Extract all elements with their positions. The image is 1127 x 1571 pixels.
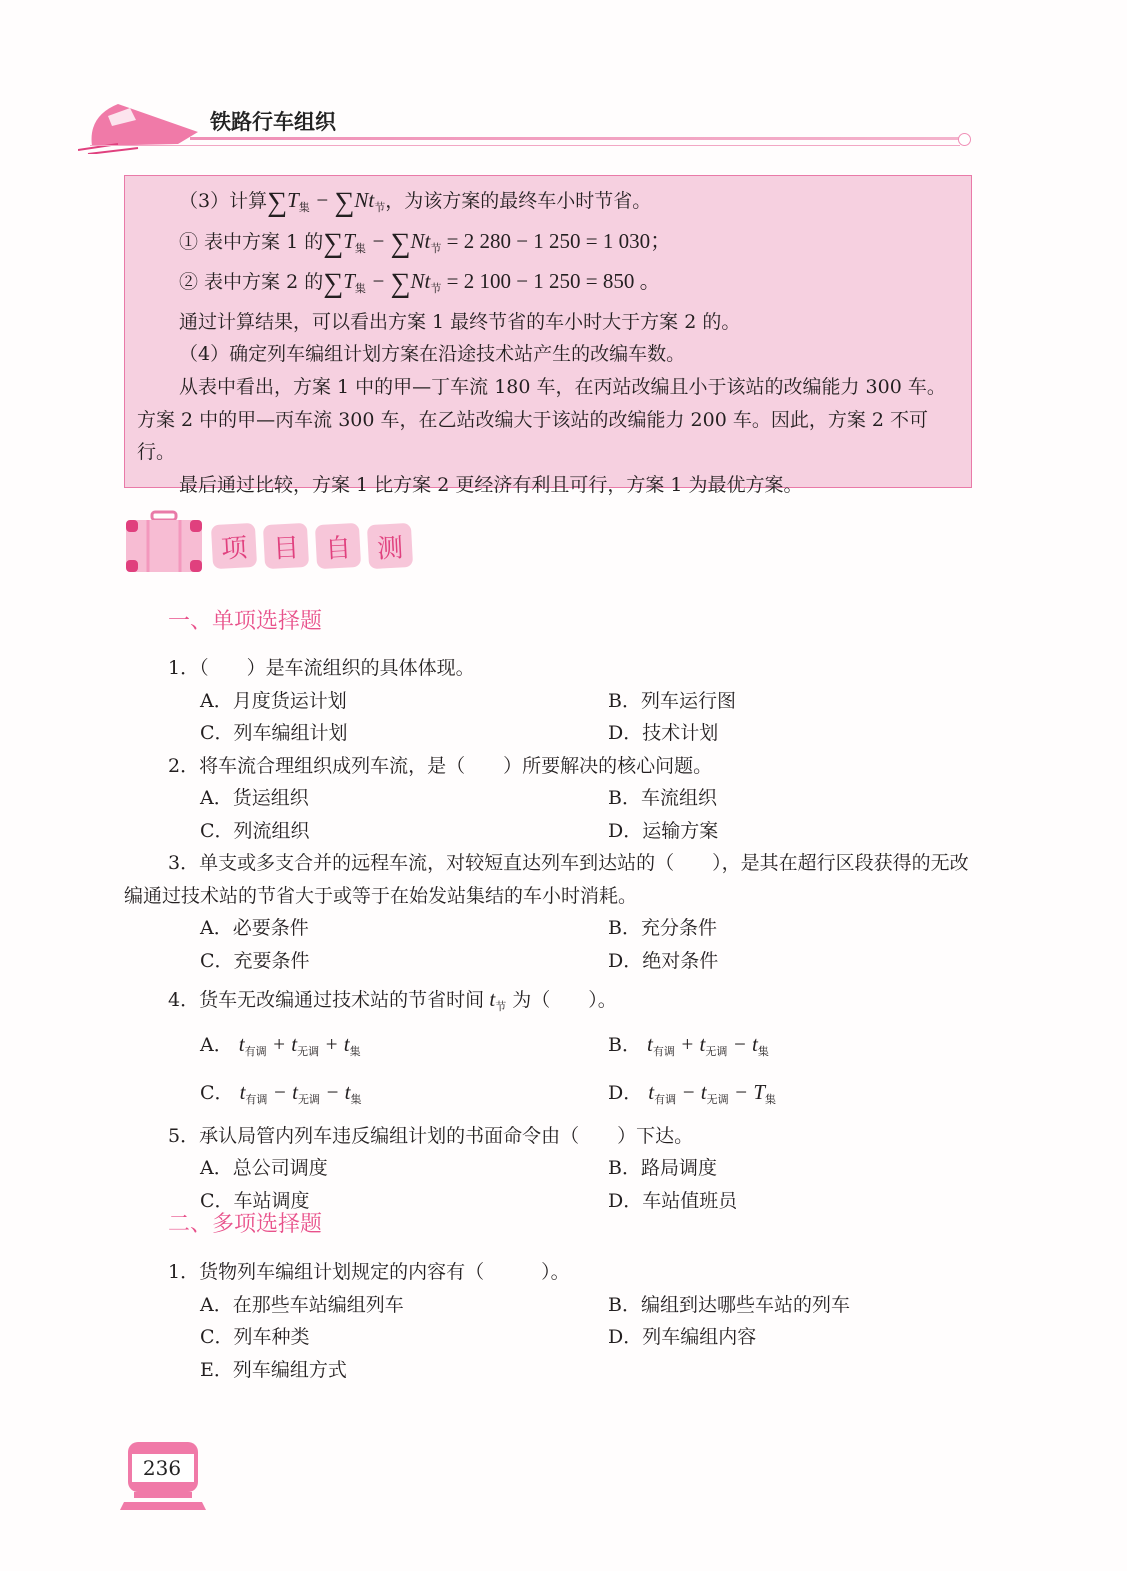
operator: − <box>309 188 335 212</box>
answer-option[interactable]: C．列车种类 <box>200 1326 310 1348</box>
subscript: 有调 <box>244 1045 267 1058</box>
variable: $t_{无调}$ <box>700 1079 729 1106</box>
subscript: 节 <box>430 242 442 255</box>
subscript: 集 <box>354 242 366 255</box>
answer-option[interactable]: B．充分条件 <box>608 917 717 939</box>
answer-option[interactable]: E．列车编组方式 <box>200 1358 347 1381</box>
box-conclusion: 通过计算结果，可以看出方案 1 最终节省的车小时大于方案 2 的。 <box>179 310 741 333</box>
operator: − <box>365 269 391 294</box>
sum-symbol: ∑ <box>390 268 411 300</box>
question-text: 3．单支或多支合并的远程车流，对较短直达列车到达站的（ ），是其在超行区段获得的无改编通过技术站的节省大于或等于在始发站集结的车小时消耗。 <box>124 852 969 907</box>
title-tile: 项 <box>211 523 257 569</box>
operator: − <box>728 1079 754 1104</box>
subscript: 集 <box>349 1045 361 1058</box>
box-plan1: ① 表中方案 1 的$\sum T_集 - \sum Nt_节 = 2$ 280 − 1 250 = 1 030； <box>179 227 672 259</box>
answer-option[interactable] <box>608 1024 974 1072</box>
sum-formula <box>323 268 442 300</box>
variable: $t_{有调}$ <box>647 1031 675 1058</box>
subscript: 集 <box>354 283 366 296</box>
box-final: 最后通过比较，方案 1 比方案 2 更经济有利且可行，方案 1 为最优方案。 <box>179 473 803 496</box>
header-divider-thin <box>90 145 960 146</box>
page-number: 236 <box>142 1456 182 1480</box>
sum-formula <box>267 187 386 218</box>
single-choice-questions <box>124 652 974 1217</box>
option-list <box>124 685 974 750</box>
operator: − <box>676 1079 701 1104</box>
subscript: 无调 <box>297 1045 320 1058</box>
section-title-self-test <box>212 524 412 568</box>
answer-option[interactable]: D．运输方案 <box>608 819 719 842</box>
answer-option[interactable]: B．车流组织 <box>608 787 717 809</box>
variable: $t_{无调}$ <box>699 1031 728 1058</box>
multiple-choice-questions <box>124 1256 974 1386</box>
suitcase-icon <box>124 510 204 574</box>
subscript: 无调 <box>706 1093 729 1106</box>
title-tile: 测 <box>367 523 413 569</box>
subscript: 有调 <box>245 1093 268 1106</box>
option-list <box>124 912 974 977</box>
option-label: B． <box>608 1033 648 1056</box>
operator: − <box>319 1079 345 1104</box>
option-label: A． <box>200 1033 239 1056</box>
title-tile: 目 <box>263 523 309 569</box>
box-plan2: ② 表中方案 2 的$\sum T_集 - \sum Nt_节 = 2$ 100 − 1 250 = 850 。 <box>179 268 661 300</box>
question-text: 1．货物列车编组计划规定的内容有（ ）。 <box>168 1261 570 1283</box>
subscript: 集 <box>298 202 310 214</box>
answer-option[interactable]: D．技术计划 <box>608 722 719 744</box>
question-text: 5．承认局管内列车违反编组计划的书面命令由（ ）下达。 <box>168 1124 694 1147</box>
operator: + <box>674 1031 700 1056</box>
variable: $Nt_节$ <box>410 228 442 255</box>
answer-option[interactable]: D．车站值班员 <box>608 1189 738 1212</box>
question-text: 2．将车流合理组织成列车流，是（ ）所要解决的核心问题。 <box>168 754 713 777</box>
answer-option[interactable]: A．必要条件 <box>200 917 309 939</box>
header-end-dot <box>958 133 971 146</box>
solution-box <box>124 175 972 496</box>
variable: $t_{有调}$ <box>238 1031 267 1058</box>
variable: $t_{无调}$ <box>292 1079 320 1106</box>
subscript: 集 <box>757 1045 769 1058</box>
answer-option[interactable]: A．货运组织 <box>200 787 309 809</box>
variable: $t_{无调}$ <box>291 1031 320 1058</box>
variable: $t_节$ <box>484 987 507 1013</box>
option-list <box>124 1289 974 1387</box>
subscript: 节 <box>430 283 442 296</box>
operator: − <box>267 1079 293 1104</box>
subscript: 无调 <box>705 1045 728 1058</box>
subscript: 集 <box>350 1093 362 1106</box>
title-tile: 自 <box>315 523 361 569</box>
subscript: 有调 <box>652 1045 675 1058</box>
answer-option[interactable]: B．列车运行图 <box>608 689 736 712</box>
answer-option[interactable] <box>200 1072 608 1120</box>
part1-title: 一、单项选择题 <box>168 609 323 634</box>
subscript: 无调 <box>297 1093 320 1106</box>
sum-symbol: ∑ <box>323 227 344 259</box>
variable: $Nt_节$ <box>354 188 386 214</box>
subscript: 节 <box>495 1001 507 1013</box>
answer-option[interactable]: C．列车编组计划 <box>200 722 348 744</box>
variable: $Nt_节$ <box>410 269 442 296</box>
variable: $t_{有调}$ <box>239 1079 268 1106</box>
answer-option[interactable]: D．绝对条件 <box>608 949 719 972</box>
header-divider <box>190 137 960 140</box>
question-text: 1．（ ）是车流组织的具体体现。 <box>168 657 475 679</box>
variable: $T_集$ <box>343 228 366 255</box>
operator: − <box>727 1031 753 1056</box>
answer-option[interactable]: C．车站调度 <box>200 1189 310 1212</box>
part2-title: 二、多项选择题 <box>168 1212 323 1237</box>
answer-option[interactable]: B．编组到达哪些车站的列车 <box>608 1293 850 1316</box>
variable: $T_集$ <box>287 188 310 214</box>
variable: $T_集$ <box>343 269 366 296</box>
variable: $t_{有调}$ <box>648 1079 677 1106</box>
option-list <box>124 782 974 847</box>
question-text: 4．货车无改编通过技术站的节省时间 $t_节$ 为（ ）。 <box>168 987 617 1013</box>
header-title: 铁路行车组织 <box>210 110 336 134</box>
answer-option[interactable] <box>200 1024 608 1072</box>
operator: + <box>266 1031 292 1056</box>
subscript: 集 <box>765 1093 776 1106</box>
sum-symbol: ∑ <box>334 187 355 218</box>
option-list <box>124 1024 974 1120</box>
variable: $t_集$ <box>344 1079 362 1106</box>
subscript: 有调 <box>654 1093 677 1106</box>
answer-option[interactable] <box>608 1072 974 1120</box>
variable: $t_集$ <box>752 1031 769 1058</box>
answer-option[interactable]: D．列车编组内容 <box>608 1326 757 1348</box>
answer-option[interactable]: C．列流组织 <box>200 819 310 842</box>
variable: $t_集$ <box>343 1031 361 1058</box>
sum-symbol: ∑ <box>267 187 288 218</box>
subscript: 节 <box>374 202 386 214</box>
operator: − <box>365 228 391 253</box>
sum-symbol: ∑ <box>390 227 411 259</box>
answer-option[interactable]: A．在那些车站编组列车 <box>200 1293 404 1316</box>
box-step3: （3）计算$\sum T_集 - \sum Nt_节$，为该方案的最终车小时节省。 <box>179 187 652 218</box>
answer-option[interactable]: B．路局调度 <box>608 1157 717 1179</box>
box-analysis: 从表中看出，方案 1 中的甲—丁车流 180 车，在丙站改编且小于该站的改编能力 300 车。方案 2 中的甲—丙车流 300 车，在乙站改编大于该站的改编能力 200 车。因此，方案 2 不可行。 <box>137 375 946 464</box>
answer-option[interactable]: C．充要条件 <box>200 949 310 972</box>
operator: + <box>319 1031 344 1056</box>
variable: $T_集$ <box>753 1079 776 1106</box>
box-step4: （4）确定列车编组计划方案在沿途技术站产生的改编车数。 <box>179 343 686 366</box>
sum-symbol: ∑ <box>323 268 344 300</box>
option-label: C． <box>200 1081 240 1104</box>
sum-formula <box>323 227 442 259</box>
question-end: 为（ ）。 <box>506 989 617 1011</box>
answer-option[interactable]: A．总公司调度 <box>200 1157 328 1179</box>
option-label: D． <box>608 1081 649 1104</box>
answer-option[interactable]: A．月度货运计划 <box>200 689 347 712</box>
